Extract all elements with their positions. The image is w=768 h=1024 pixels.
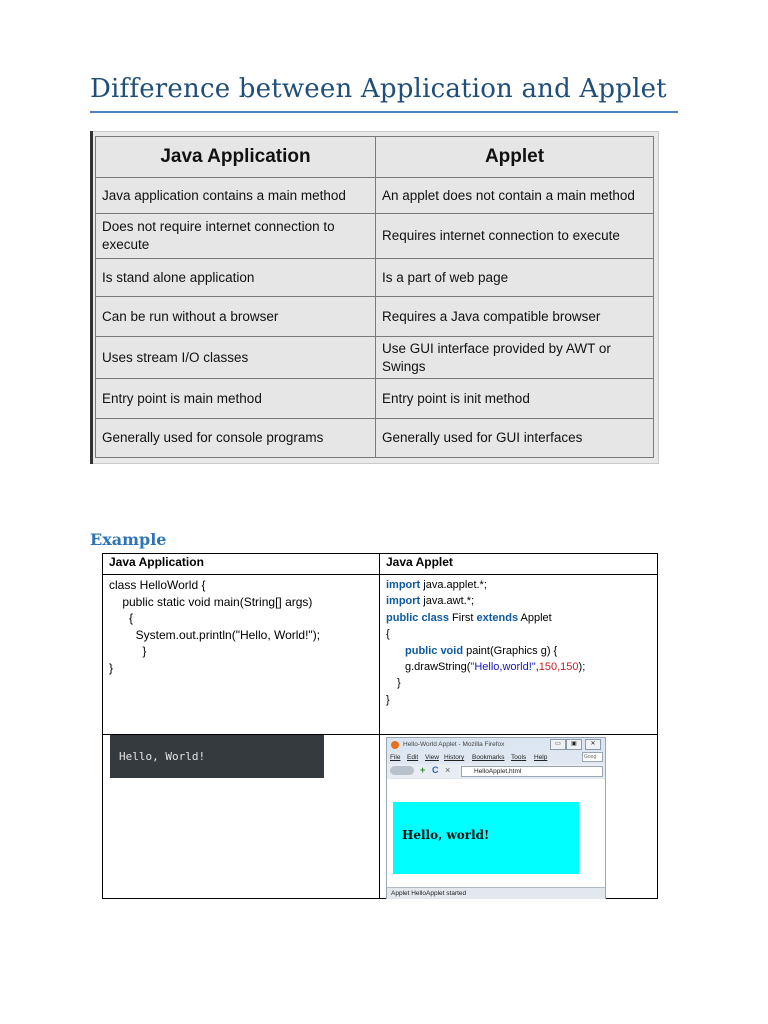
- browser-output-cell: [380, 735, 658, 899]
- keyword: public class: [386, 611, 449, 624]
- number-literal: 150,150: [538, 661, 579, 674]
- applet-text: Hello, world!: [402, 828, 490, 842]
- code-text: paint(Graphics g) {: [463, 644, 558, 657]
- comparison-row: [96, 178, 654, 214]
- code-text: java.applet.*;: [420, 579, 487, 591]
- applet-area: [393, 802, 579, 874]
- menu-view: View: [425, 754, 439, 761]
- code-line: class HelloWorld {: [109, 578, 206, 592]
- comparison-row: [96, 337, 654, 379]
- applet-cell: Entry point is init method: [376, 379, 654, 419]
- applet-code: [380, 575, 657, 710]
- java-application-header: Java Application: [103, 554, 380, 575]
- maximize-icon: ▣: [566, 739, 582, 750]
- java-applet-header: Java Applet: [380, 554, 658, 575]
- example-table: [102, 553, 658, 899]
- code-line: [386, 659, 651, 675]
- keyword: extends: [476, 611, 519, 624]
- applet-cell: Requires internet connection to execute: [376, 214, 654, 259]
- status-text: Applet HelloApplet started: [391, 890, 467, 897]
- page-title: Difference between Application and Applet: [90, 74, 667, 104]
- code-text: ,: [535, 661, 539, 674]
- browser-content: [387, 779, 605, 887]
- application-cell: Does not require internet connection to execute: [96, 214, 376, 259]
- code-line: public static void main(String[] args): [109, 594, 313, 609]
- stop-icon: ×: [445, 765, 451, 775]
- title-underline: [90, 111, 678, 113]
- code-line: {: [109, 611, 134, 625]
- code-line: }: [397, 677, 401, 690]
- code-text: );: [578, 661, 586, 674]
- application-code-cell: [103, 575, 380, 735]
- header-java-application: Java Application: [96, 137, 376, 178]
- url-text: HelloApplet.html: [474, 768, 522, 775]
- code-line: [386, 643, 651, 659]
- keyword: public void: [405, 644, 464, 657]
- close-icon: ✕: [585, 739, 601, 750]
- applet-code-cell: [380, 575, 658, 735]
- comparison-row: [96, 297, 654, 337]
- image-left-border: [90, 131, 93, 464]
- browser-statusbar: [387, 887, 605, 899]
- menu-history: History: [444, 754, 465, 761]
- code-line: {: [386, 628, 390, 641]
- code-text: java.awt.*;: [420, 595, 475, 608]
- back-forward-icon: [390, 766, 414, 775]
- code-line: [386, 593, 651, 609]
- code-line: }: [109, 644, 147, 658]
- menu-tools: Tools: [511, 754, 527, 761]
- code-line: [386, 610, 651, 626]
- comparison-row: [96, 259, 654, 297]
- firefox-window-screenshot: [386, 737, 606, 899]
- comparison-header-row: [96, 137, 654, 178]
- browser-navbar: [387, 764, 605, 778]
- window-titlebar: [387, 738, 605, 751]
- code-line: }: [109, 660, 114, 675]
- comparison-table: [95, 136, 654, 458]
- console-output-cell: [103, 735, 380, 899]
- search-box: Goog: [582, 752, 603, 762]
- application-cell: Generally used for console programs: [96, 419, 376, 458]
- minimize-icon: ▭: [550, 739, 566, 750]
- keyword: import: [386, 595, 421, 608]
- applet-cell: Requires a Java compatible browser: [376, 297, 654, 337]
- console-screenshot: [110, 735, 324, 778]
- menu-bookmarks: Bookmarks: [472, 754, 505, 761]
- applet-cell: Generally used for GUI interfaces: [376, 419, 654, 458]
- firefox-logo-icon: [391, 741, 399, 749]
- comparison-row: [96, 379, 654, 419]
- string-literal: "Hello,world!": [470, 661, 536, 674]
- menu-help: Help: [534, 754, 548, 761]
- applet-cell: Is a part of web page: [376, 259, 654, 297]
- keyword: import: [386, 579, 421, 591]
- add-icon: +: [420, 765, 426, 775]
- url-bar: [461, 766, 603, 777]
- application-cell: Uses stream I/O classes: [96, 337, 376, 379]
- application-code: [103, 575, 379, 678]
- reload-icon: C: [432, 765, 439, 775]
- application-cell: Can be run without a browser: [96, 297, 376, 337]
- application-cell: Java application contains a main method: [96, 178, 376, 214]
- code-line: [386, 577, 651, 593]
- code-text: g.drawString(: [405, 661, 471, 674]
- comparison-row: [96, 419, 654, 458]
- menu-file: File: [390, 754, 401, 761]
- applet-cell: Use GUI interface provided by AWT or Swings: [376, 337, 654, 379]
- console-text: Hello, World!: [119, 750, 206, 763]
- code-text: First: [448, 611, 477, 624]
- code-line: System.out.println("Hello, World!");: [109, 627, 321, 642]
- comparison-table-image: [90, 131, 659, 464]
- application-cell: Entry point is main method: [96, 379, 376, 419]
- code-text: Applet: [518, 611, 552, 624]
- comparison-row: [96, 214, 654, 259]
- browser-menubar: [387, 752, 605, 763]
- example-heading: Example: [90, 530, 167, 549]
- application-cell: Is stand alone application: [96, 259, 376, 297]
- applet-cell: An applet does not contain a main method: [376, 178, 654, 214]
- code-line: }: [386, 693, 390, 706]
- header-applet: Applet: [376, 137, 654, 178]
- menu-edit: Edit: [407, 754, 419, 761]
- window-title: Hello-World Applet - Mozilla Firefox: [403, 741, 505, 748]
